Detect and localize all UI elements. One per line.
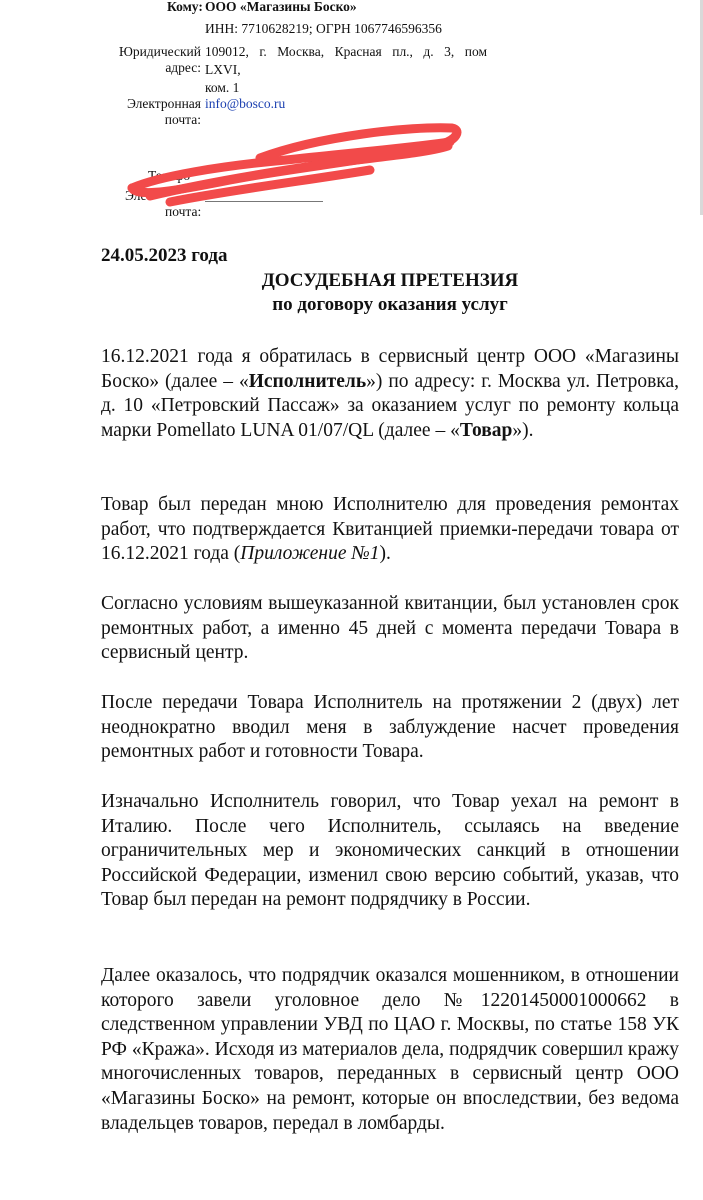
document-title: ДОСУДЕБНАЯ ПРЕТЕНЗИЯ — [261, 270, 519, 291]
paragraph-3: Согласно условиям вышеуказанной квитанции, был установлен срок ремонтных работ, а именно 45 дней с момента передачи Товара в сервисный центр. — [101, 593, 679, 664]
p1-executor-term: Исполнитель — [248, 370, 367, 392]
email-link[interactable]: info@bosco.ru — [205, 96, 286, 111]
paragraph-2 — [101, 493, 679, 567]
sender-email-label-partial: Эле — [125, 188, 147, 203]
email-label: Электронная почта: — [126, 96, 201, 127]
paragraph-4: После передачи Товара Исполнитель на протяжении 2 (двух) лет неоднократно вводил меня в заблуждение насчет проведения ремонтных работ и готовности Товара. — [101, 692, 679, 763]
p2-text-c: ). — [379, 543, 391, 565]
paragraph-5: Изначально Исполнитель говорил, что Товар уехал на ремонт в Италию. После чего Исполнитель, ссылаясь на введение ограничительных мер и экономических санкций в отношении Российской Федерации, изменил свою версию событий, указав, что Товар был передан на ремонт подрядчику в России. — [101, 791, 679, 911]
paragraph-1 — [101, 345, 679, 443]
p1-text-e: »). — [512, 419, 534, 441]
p1-text-a: 16.12.2021 года я обратилась в сервисный центр ООО «Магазины Боско» (далее – « — [101, 346, 679, 392]
recipient-label: Кому: — [167, 0, 203, 14]
p1-text-c: ») по адресу: г. Москва ул. Петровка, д. 10 «Петровский Пассаж» за оказанием услуг по ремонту кольца марки Pomellato LUNA 01/07/QL (далее – « — [101, 370, 679, 441]
redaction-scribble — [110, 110, 470, 220]
legal-address-line-2: LXVI, — [205, 62, 241, 77]
p1-goods-term: Товар — [459, 419, 513, 441]
sender-email-label-end: почта: — [165, 204, 202, 219]
paragraph-6: Далее оказалось, что подрядчик оказался мошенником, в отношении которого завели уголовное дело №12201450001000662 в следственном управлении УВД по ЦАО г. Москвы, по статье 158 УК РФ «Кража». Исходя из материалов дела, подрядчик совершил кражу многочисленных товаров, переданных в сервисный центр ООО «Магазины Боско» на ремонт, которые он впоследствии, без ведома владельцев товаров, передал в ломбарды. — [101, 965, 679, 1134]
document-date: 24.05.2023 года — [101, 245, 228, 266]
legal-address-label: Юридический адрес: — [118, 44, 201, 75]
sender-name-partial: ны Олеговны — [285, 150, 369, 165]
recipient-name: ООО «Магазины Боско» — [205, 0, 357, 14]
phone-label-partial: Телефо — [148, 168, 191, 183]
legal-address-line-3: ком. 1 — [205, 80, 240, 95]
legal-address-line-1: 109012, г. Москва, Красная пл., д. 3, пом — [205, 44, 487, 59]
p2-appendix-ref: Приложение №1 — [240, 543, 380, 565]
p2-text-a: Товар был передан мною Исполнителю для проведения ремонтах работ, что подтверждается Квитанцией приемки-передачи товара от 16.12.2021 года ( — [101, 494, 679, 565]
document-subtitle: по договору оказания услуг — [272, 294, 508, 315]
inn-ogrn: ИНН: 7710628219; ОГРН 1067746596356 — [205, 21, 442, 36]
